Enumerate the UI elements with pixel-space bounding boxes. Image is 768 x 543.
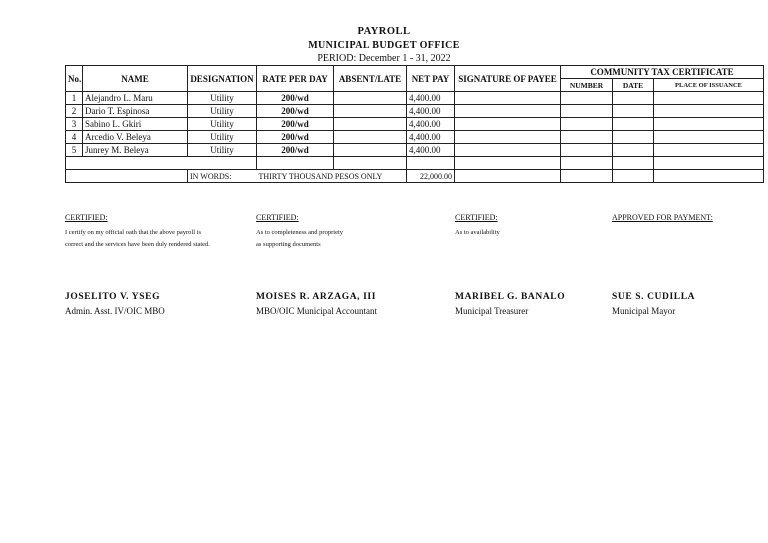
- row-absent: [334, 144, 407, 157]
- row-ctc-number: [561, 105, 613, 118]
- row-rate: 200/wd: [257, 131, 334, 144]
- certification-text: I certify on my official oath that the above payroll is correct and the services have been duly rendered stated.: [65, 229, 210, 248]
- table-row-blank: [66, 157, 764, 170]
- certification-budget: [65, 213, 250, 251]
- row-rate: 200/wd: [257, 92, 334, 105]
- signatory-position: Municipal Mayor: [612, 306, 676, 316]
- row-absent: [334, 131, 407, 144]
- row-rate: 200/wd: [257, 144, 334, 157]
- row-ctc-place: [654, 105, 764, 118]
- col-header-ctc-place: PLACE OF ISSUANCE: [654, 79, 764, 92]
- row-no: 5: [66, 144, 83, 157]
- row-no: 3: [66, 118, 83, 131]
- row-designation: Utility: [188, 118, 257, 131]
- row-designation: Utility: [188, 144, 257, 157]
- row-net: 4,400.00: [407, 105, 455, 118]
- approval-label: APPROVED FOR PAYMENT:: [612, 213, 713, 222]
- row-designation: Utility: [188, 92, 257, 105]
- signatory-position: Admin. Asst. IV/OIC MBO: [65, 306, 165, 316]
- row-no: 1: [66, 92, 83, 105]
- row-net: 4,400.00: [407, 118, 455, 131]
- row-no: 2: [66, 105, 83, 118]
- row-ctc-place: [654, 131, 764, 144]
- row-no: 4: [66, 131, 83, 144]
- table-row: [66, 118, 764, 131]
- in-words-value: THIRTY THOUSAND PESOS ONLY: [257, 170, 407, 183]
- col-header-designation: DESIGNATION: [188, 66, 257, 92]
- row-signature: [455, 131, 561, 144]
- signatory-position: MBO/OIC Municipal Accountant: [256, 306, 377, 316]
- row-ctc-date: [613, 118, 654, 131]
- signatory-name: JOSELITO V. YSEG: [65, 292, 161, 302]
- row-ctc-date: [613, 131, 654, 144]
- row-signature: [455, 105, 561, 118]
- certification-treasurer: [455, 213, 605, 239]
- row-absent: [334, 118, 407, 131]
- row-signature: [455, 92, 561, 105]
- row-ctc-place: [654, 118, 764, 131]
- col-header-rate: RATE PER DAY: [257, 66, 334, 92]
- table-row-total: [66, 170, 764, 183]
- certification-text: As to availability: [455, 229, 500, 236]
- row-ctc-date: [613, 144, 654, 157]
- certification-label: CERTIFIED:: [455, 213, 498, 222]
- table-row: [66, 131, 764, 144]
- row-ctc-number: [561, 131, 613, 144]
- row-signature: [455, 118, 561, 131]
- col-header-ctc-number: NUMBER: [561, 79, 613, 92]
- signatory-name: MOISES R. ARZAGA, III: [256, 292, 377, 302]
- row-name: Sabino L. Gkiri: [83, 118, 188, 131]
- col-header-signature: SIGNATURE OF PAYEE: [455, 66, 561, 92]
- row-ctc-number: [561, 92, 613, 105]
- table-row: [66, 92, 764, 105]
- document-title: PAYROLL: [357, 26, 411, 37]
- col-header-ctc: COMMUNITY TAX CERTIFICATE: [561, 66, 764, 79]
- signatory-name: SUE S. CUDILLA: [612, 292, 696, 302]
- payroll-table: [65, 65, 764, 183]
- row-net: 4,400.00: [407, 131, 455, 144]
- certification-text: As to completeness and propriety as supporting documents: [256, 229, 344, 248]
- row-name: Arcedio V. Beleya: [83, 131, 188, 144]
- row-ctc-date: [613, 92, 654, 105]
- table-row: [66, 105, 764, 118]
- certification-label: CERTIFIED:: [256, 213, 299, 222]
- office-name: MUNICIPAL BUDGET OFFICE: [308, 40, 460, 51]
- row-name: Junrey M. Beleya: [83, 144, 188, 157]
- certification-label: CERTIFIED:: [65, 213, 108, 222]
- row-absent: [334, 105, 407, 118]
- certification-accountant: [256, 213, 441, 251]
- col-header-net: NET PAY: [407, 66, 455, 92]
- row-ctc-number: [561, 118, 613, 131]
- row-absent: [334, 92, 407, 105]
- in-words-label: IN WORDS:: [188, 170, 257, 183]
- row-ctc-date: [613, 105, 654, 118]
- row-net: 4,400.00: [407, 92, 455, 105]
- row-net: 4,400.00: [407, 144, 455, 157]
- row-ctc-place: [654, 144, 764, 157]
- col-header-absent: ABSENT/LATE: [334, 66, 407, 92]
- col-header-ctc-date: DATE: [613, 79, 654, 92]
- signatory-position: Municipal Treasurer: [455, 306, 529, 316]
- row-name: Dario T. Espinosa: [83, 105, 188, 118]
- row-designation: Utility: [188, 105, 257, 118]
- row-rate: 200/wd: [257, 105, 334, 118]
- row-designation: Utility: [188, 131, 257, 144]
- payroll-period: PERIOD: December 1 - 31, 2022: [317, 53, 451, 64]
- row-signature: [455, 144, 561, 157]
- row-ctc-number: [561, 144, 613, 157]
- row-ctc-place: [654, 92, 764, 105]
- total-net-pay: 22,000.00: [407, 170, 455, 183]
- col-header-no: No.: [66, 66, 83, 92]
- col-header-name: NAME: [83, 66, 188, 92]
- row-rate: 200/wd: [257, 118, 334, 131]
- approval-mayor: [612, 213, 762, 222]
- table-row: [66, 144, 764, 157]
- signatory-name: MARIBEL G. BANALO: [455, 292, 566, 302]
- row-name: Alejandro L. Maru: [83, 92, 188, 105]
